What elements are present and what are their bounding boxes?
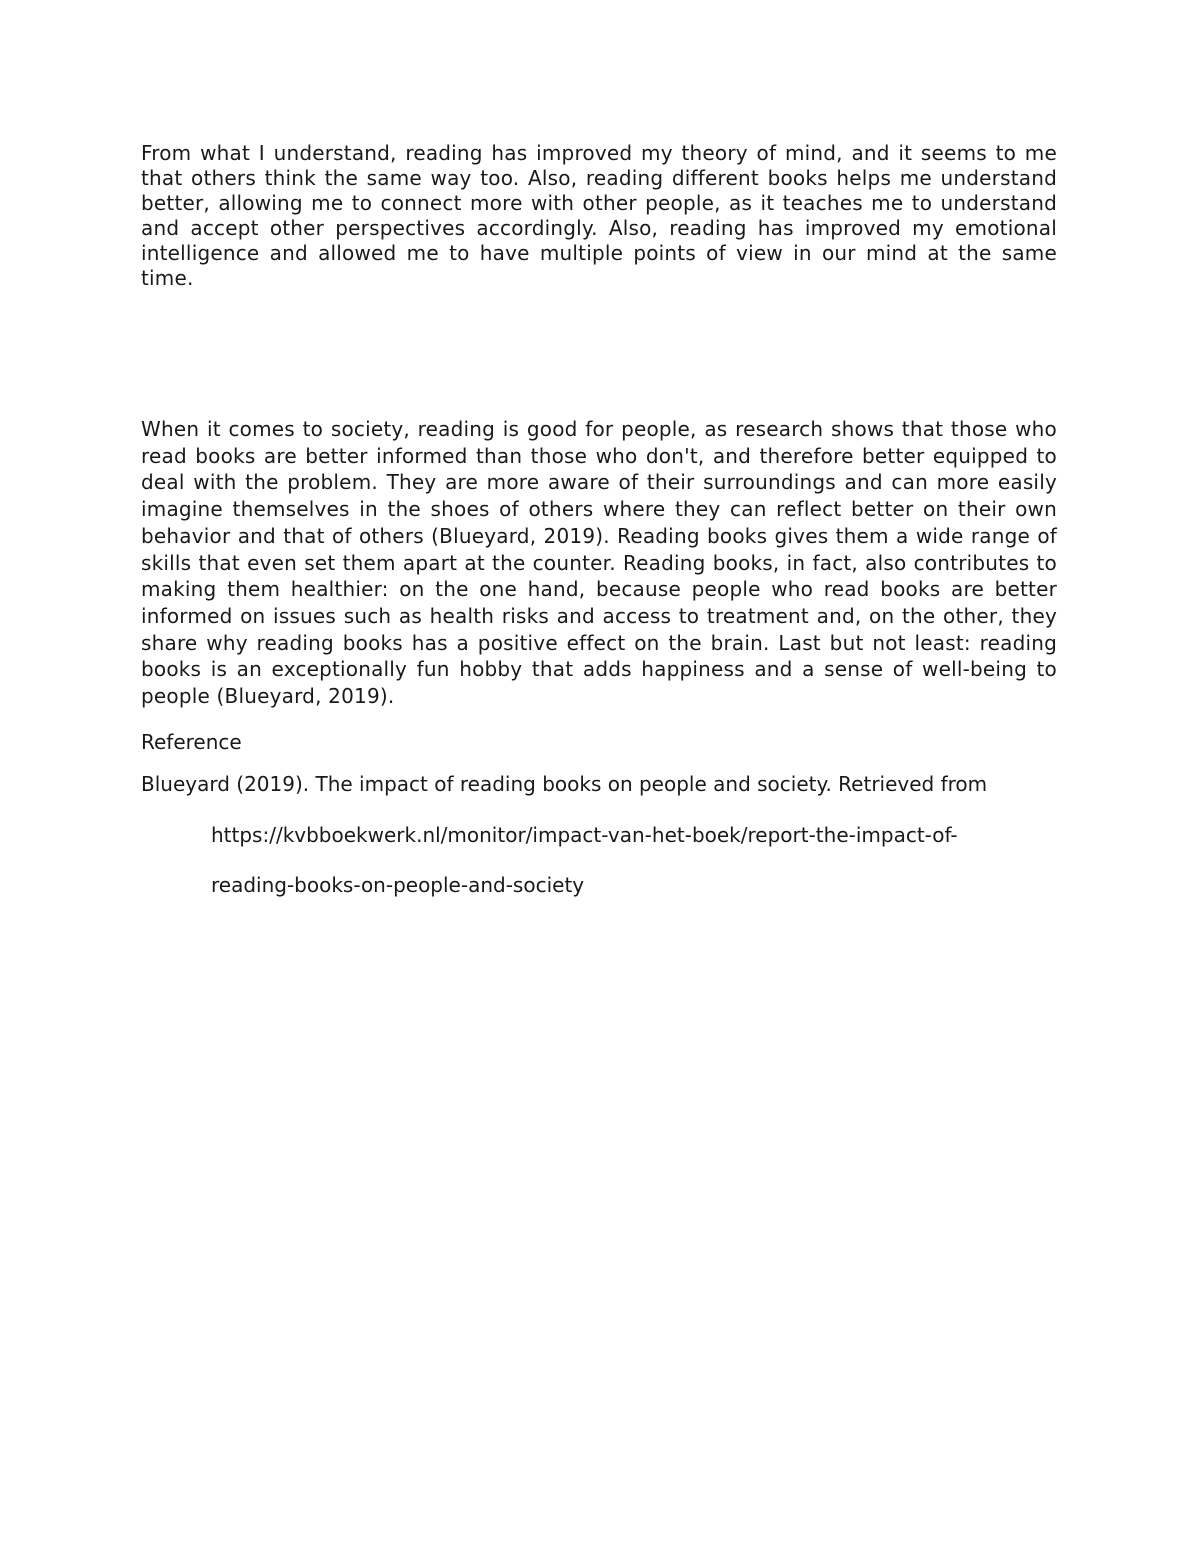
- reference-citation: Blueyard (2019). The impact of reading books on people and society. Retrieved from: [141, 772, 988, 796]
- reference-url-line: reading-books-on-people-and-society: [211, 873, 585, 897]
- body-paragraph: From what I understand, reading has improved my theory of mind, and it seems to me that others think the same way too. Also, reading different books helps me understand better, allowing me to connect more with other people, as it teaches me to understand and accept other perspectives accordingly. Also, reading has improved my emotional intelligence and allowed me to have multiple points of view in our mind at the same time.: [141, 141, 1057, 290]
- reference-url-line: https://kvbboekwerk.nl/monitor/impact-van-het-boek/report-the-impact-of-: [211, 823, 958, 847]
- body-paragraph: When it comes to society, reading is good for people, as research shows that those who read books are better informed than those who don't, and therefore better equipped to deal with the problem. They are more aware of their surroundings and can more easily imagine themselves in the shoes of others where they can reflect better on their own behavior and that of others (Blueyard, 2019). Reading books gives them a wide range of skills that even set them apart at the counter. Reading books, in fact, also contributes to making them healthier: on the one hand, because people who read books are better informed on issues such as health risks and access to treatment and, on the other, they share why reading books has a positive effect on the brain. Last but not least: reading books is an exceptionally fun hobby that adds happiness and a sense of well-being to people (Blueyard, 2019).: [141, 417, 1057, 709]
- reference-heading: Reference: [141, 730, 242, 754]
